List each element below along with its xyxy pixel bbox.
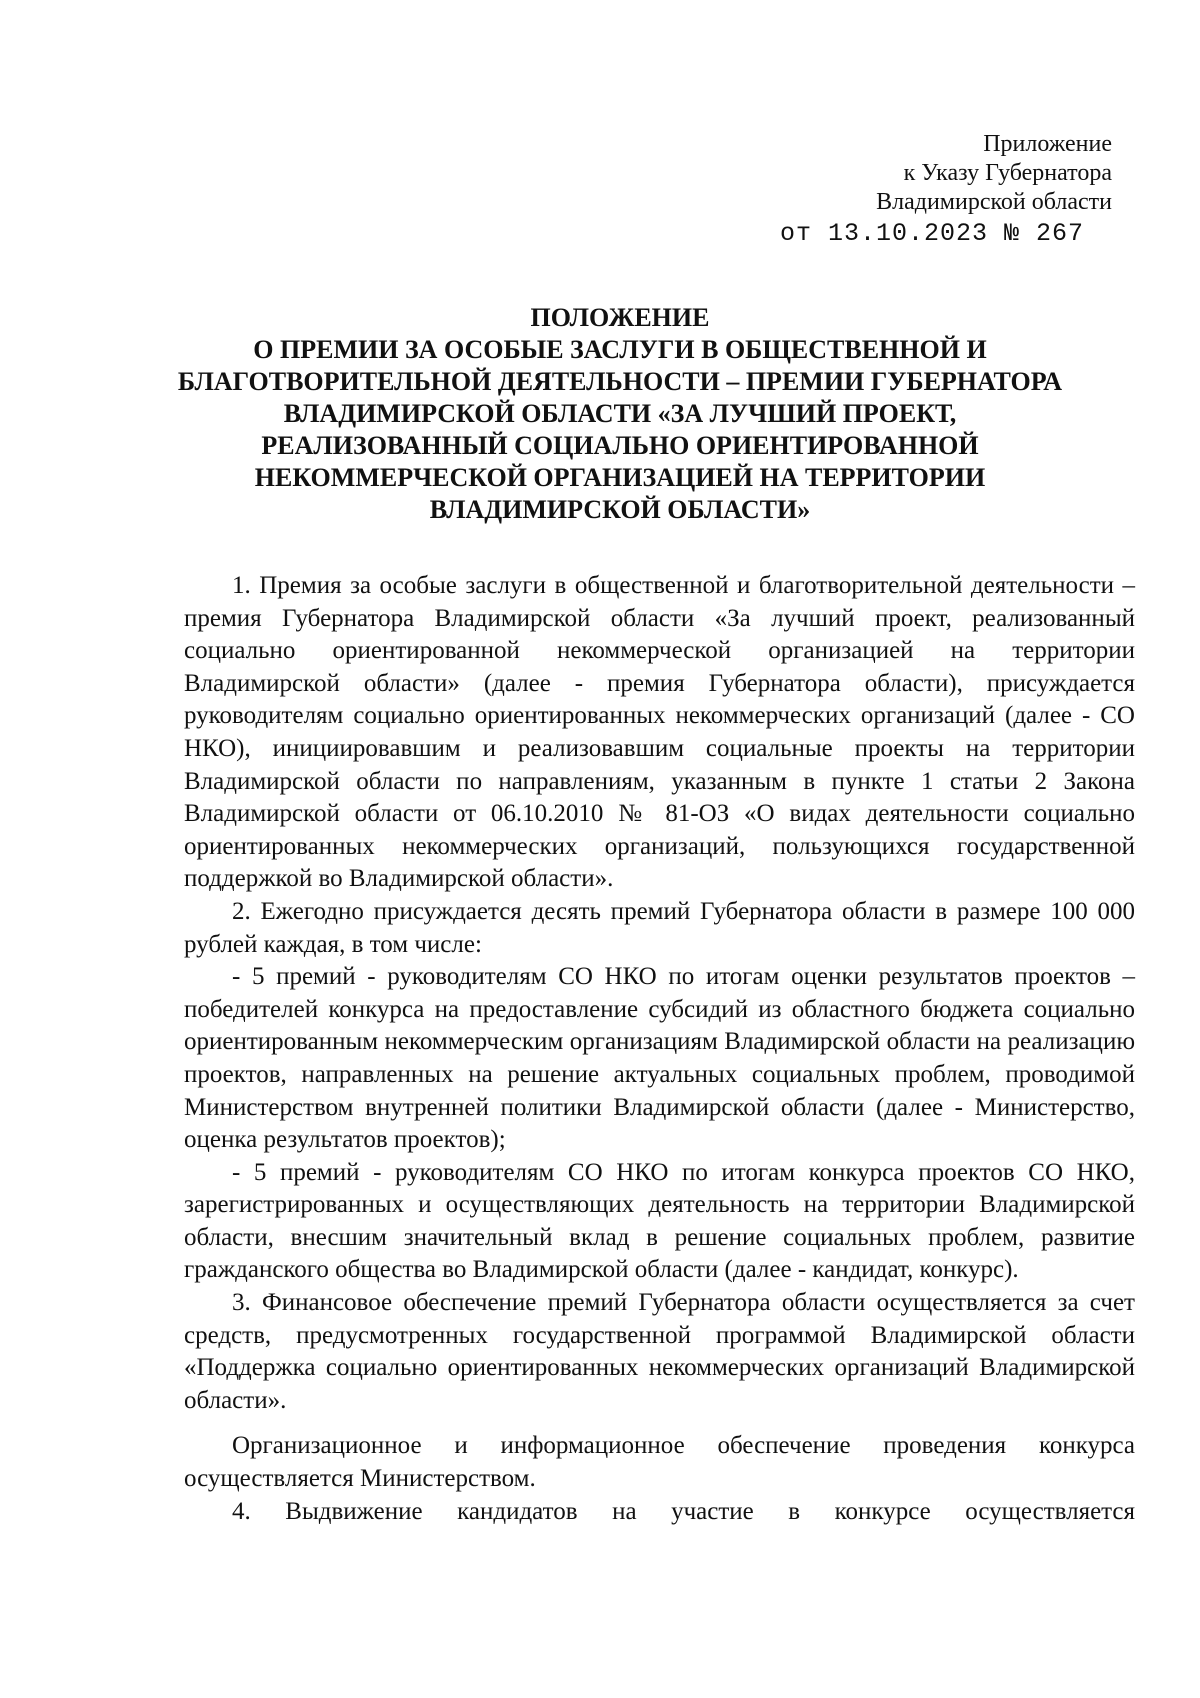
title-line-7: ВЛАДИМИРСКОЙ ОБЛАСТИ»: [429, 495, 811, 524]
appendix-decree-ref: к Указу Губернатора: [903, 160, 1112, 186]
title-line-6: НЕКОММЕРЧЕСКОЙ ОРГАНИЗАЦИЕЙ НА ТЕРРИТОРИИ: [254, 463, 986, 492]
paragraph-3-continuation: Организационное и информационное обеспечение проведения конкурса осуществляется Министерством.: [184, 1432, 1135, 1493]
paragraph-2-item-1: - 5 премий - руководителям СО НКО по итогам оценки результатов проектов – победителей конкурса на предоставление субсидий из областного бюджета социально ориентированным некоммерческим организациям Владимирской области на реализацию проектов, направленных на решение актуальных социальных проблем, проводимой Министерством внутренней политики Владимирской области (далее - Министерство, оценка результатов проектов);: [184, 963, 1135, 1154]
paragraph-4: 4. Выдвижение кандидатов на участие в конкурсе осуществляется: [232, 1497, 1135, 1525]
document-title: [170, 302, 1070, 526]
paragraph-2-item-2: - 5 премий - руководителям СО НКО по итогам конкурса проектов СО НКО, зарегистрированных и осуществляющих деятельность на территории Владимирской области, внесшим значительный вклад в решение социальных проблем, развитие гражданского общества во Владимирской области (далее - кандидат, конкурс).: [184, 1158, 1135, 1284]
title-line-1: ПОЛОЖЕНИЕ: [530, 303, 710, 332]
paragraph-1: 1. Премия за особые заслуги в общественной и благотворительной деятельности – премия Губернатора Владимирской области «За лучший проект, реализованный социально ориентированной некоммерческой организацией на территории Владимирской области» (далее - премия Губернатора области), присуждается руководителям социально ориентированных некоммерческих организаций (далее - СО НКО), инициировавшим и реализовавшим социальные проекты на территории Владимирской области по направлениям, указанным в пункте 1 статьи 2 Закона Владимирской области от 06.10.2010 № 81-ОЗ «О видах деятельности социально ориентированных некоммерческих организаций, пользующихся государственной поддержкой во Владимирской области».: [184, 572, 1135, 893]
appendix-label: Приложение: [983, 131, 1112, 157]
title-line-5: РЕАЛИЗОВАННЫЙ СОЦИАЛЬНО ОРИЕНТИРОВАННОЙ: [261, 431, 979, 460]
paragraph-3: 3. Финансовое обеспечение премий Губернатора области осуществляется за счет средств, предусмотренных государственной программой Владимирской области «Поддержка социально ориентированных некоммерческих организаций Владимирской области».: [184, 1289, 1135, 1414]
appendix-region: Владимирской области: [876, 189, 1112, 215]
appendix-header: [780, 130, 1112, 248]
appendix-date-number: от 13.10.2023 № 267: [779, 219, 1084, 248]
title-line-4: ВЛАДИМИРСКОЙ ОБЛАСТИ «ЗА ЛУЧШИЙ ПРОЕКТ,: [283, 399, 957, 428]
paragraph-2: 2. Ежегодно присуждается десять премий Губернатора области в размере 100 000 рублей каждая, в том числе:: [184, 897, 1135, 958]
title-line-2: О ПРЕМИИ ЗА ОСОБЫЕ ЗАСЛУГИ В ОБЩЕСТВЕННОЙ И: [253, 335, 987, 364]
document-body: [184, 570, 1135, 1528]
title-line-3: БЛАГОТВОРИТЕЛЬНОЙ ДЕЯТЕЛЬНОСТИ – ПРЕМИИ ГУБЕРНАТОРА: [177, 367, 1063, 396]
